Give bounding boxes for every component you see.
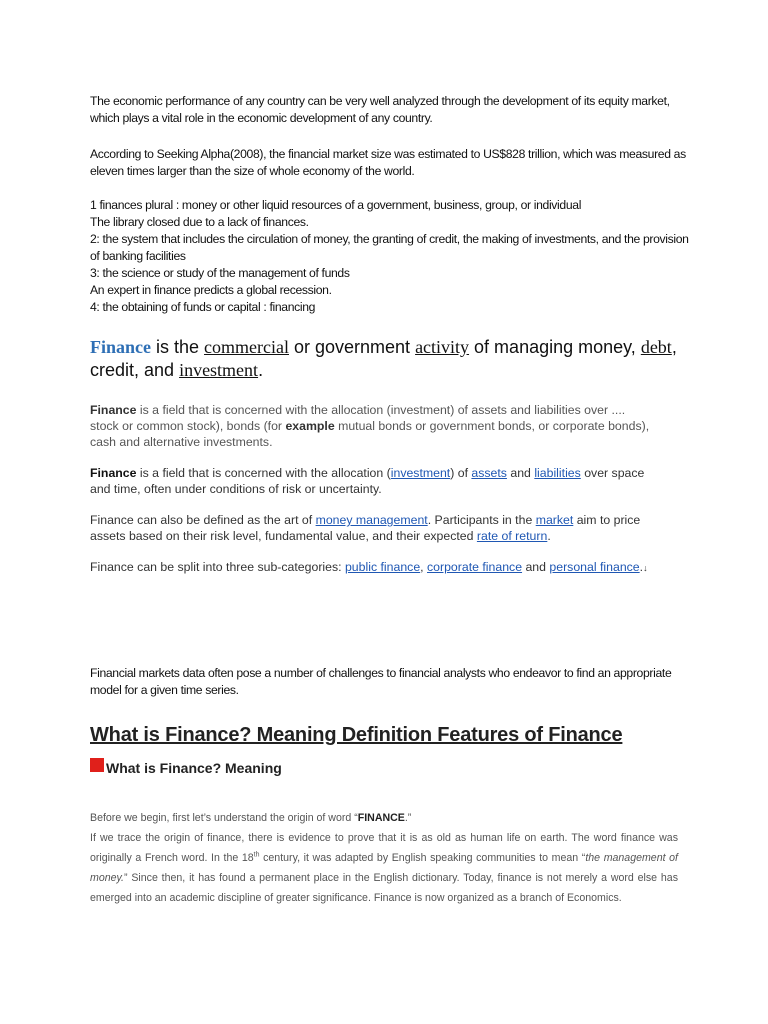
definition-line: 3: the science or study of the management of funds (90, 266, 350, 280)
finance-dictionary-definition: Finance is the commercial or government activity of managing money, debt, credit, and investment. (90, 337, 677, 380)
definition-line: An expert in finance predicts a global recession. (90, 283, 332, 297)
finance-word: Finance (90, 337, 151, 357)
origin-paragraph (90, 808, 678, 908)
challenge-text: Financial markets data often pose a number of challenges to financial analysts who endeavor to find an appropriate model for a given time series. (90, 666, 672, 697)
intro-text-2: According to Seeking Alpha(2008), the financial market size was estimated to US$828 trillion, which was measured as eleven times larger than the size of whole economy of the world. (90, 147, 686, 178)
definition-line: 2: the system that includes the circulation of money, the granting of credit, the making of investments, and the provision of banking facilities (90, 232, 689, 263)
intro-text-1: The economic performance of any country can be very well analyzed through the development of its equity market, which plays a vital role in the economic development of any country. (90, 94, 670, 125)
investment-link[interactable]: investment (390, 466, 451, 480)
assets-link[interactable]: assets (471, 466, 507, 480)
snippet-finance-word: Finance (90, 403, 137, 417)
debt-word: debt (640, 337, 672, 357)
article-heading: What is Finance? Meaning Definition Features of Finance (90, 724, 623, 746)
liabilities-link[interactable]: liabilities (534, 466, 581, 480)
definition-line: The library closed due to a lack of finances. (90, 215, 309, 229)
corporate-finance-link[interactable]: corporate finance (427, 560, 523, 574)
definition-line: 1 finances plural : money or other liquid resources of a government, business, group, or individual (90, 198, 582, 212)
money-management-link[interactable]: money management (315, 513, 428, 527)
investment-word: investment (179, 360, 259, 380)
wiki-finance-word: Finance (90, 466, 137, 480)
market-link[interactable]: market (535, 513, 574, 527)
snippet-example-word: example (285, 419, 335, 433)
rate-of-return-link[interactable]: rate of return (476, 529, 548, 543)
wiki-paragraph-3: Finance can be split into three sub-categories: public finance, corporate finance and personal finance.↓ (90, 560, 648, 574)
wiki-paragraph-1: Finance is a field that is concerned with the allocation (investment) of assets and liabilities over space and time, often under conditions of risk or uncertainty. (90, 466, 645, 496)
challenge-paragraph (90, 665, 690, 699)
definition-line: 4: the obtaining of funds or capital : financing (90, 300, 316, 314)
origin-intro-line: Before we begin, first let’s understand the origin of word “FINANCE.” (90, 812, 412, 824)
definitions-list (90, 197, 690, 316)
public-finance-link[interactable]: public finance (344, 560, 421, 574)
origin-body: If we trace the origin of finance, there is evidence to prove that it is as old as human life on earth. The word finance was originally a French word. In the 18th century, it was adapted by English speaking communities to mean “the management of money.” Since then, it has found a permanent place in the English dictionary. Today, finance is not merely a word else has emerged into an academic discipline of greater significance. Finance is now organized as a branch of Economics. (90, 832, 678, 904)
wiki-paragraph-2: Finance can also be defined as the art of money management. Participants in the market aim to price assets based on their risk level, fundamental value, and their expected rate of return. (90, 513, 641, 543)
search-snippet: Finance is a field that is concerned with the allocation (investment) of assets and liabilities over .... stock or common stock), bonds (for example mutual bonds or government bonds, or corporate bonds), cash and alternative investments. (90, 403, 650, 449)
commercial-word: commercial (204, 337, 289, 357)
intro-paragraph-1 (90, 93, 690, 127)
personal-finance-link[interactable]: personal finance (549, 560, 640, 574)
red-square-icon (90, 758, 104, 772)
section-heading (90, 760, 690, 776)
management-of-money-phrase: the management of money. (90, 852, 678, 884)
intro-paragraph-2 (90, 146, 690, 180)
finance-caps-word: FINANCE (357, 812, 405, 824)
section-heading-text: What is Finance? Meaning (106, 760, 282, 776)
activity-word: activity (415, 337, 470, 357)
paragraph-mark-icon: ↓ (643, 563, 648, 573)
